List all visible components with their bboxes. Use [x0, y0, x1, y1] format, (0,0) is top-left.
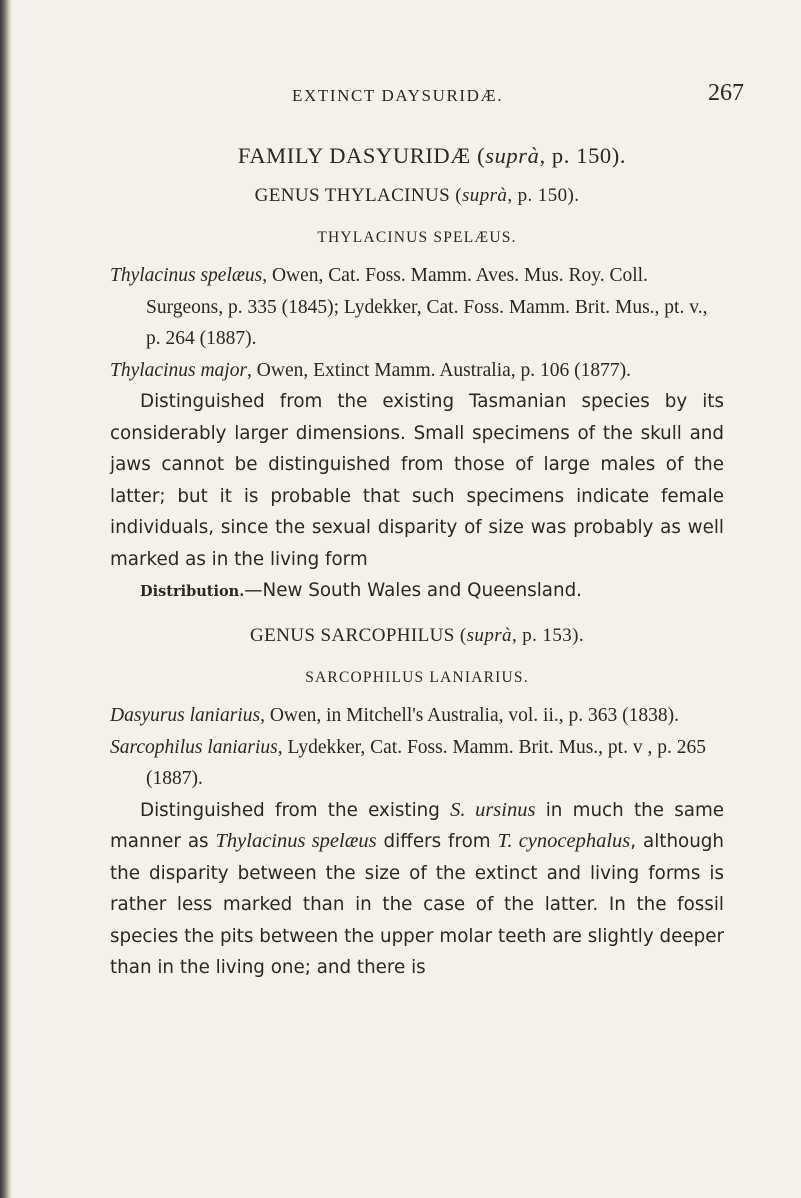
synonym-citation: , Lydekker, Cat. Foss. Mamm. Brit. Mus., pt. v , p. 265 (1887).: [146, 736, 706, 789]
genus-ref-italic: suprà: [466, 625, 512, 646]
running-title: EXTINCT DAYSURIDÆ.: [292, 86, 504, 105]
description-paragraph: [110, 795, 724, 984]
synonym-citation: , Owen, Extinct Mamm. Australia, p. 106 (1877).: [247, 359, 632, 381]
paragraph-text: in much the same manner as: [110, 799, 724, 852]
text-block: [110, 136, 724, 984]
genus-name: GENUS SARCOPHILUS: [249, 625, 455, 646]
synonym-entry: [110, 700, 724, 732]
paragraph-text: differs from: [376, 831, 498, 852]
synonym-citation: , Owen, in Mitchell's Australia, vol. ii., p. 363 (1838).: [260, 705, 679, 726]
genus-ref: , p. 150).: [507, 185, 580, 206]
species-italic: T. cynocephalus: [497, 830, 631, 852]
page-number: 267: [708, 80, 744, 106]
description-paragraph: Distinguished from the existing Tasmanian species by its considerably larger dimensions. Small specimens of the skull and jaws cannot be distinguished from those of large males of the latter; but it is probable that such specimens indicate female individuals, since the sexual disparity of size was probably as well marked as in the living form: [110, 391, 724, 570]
synonym-name: Thylacinus major: [110, 359, 248, 381]
species-heading-sarcophilus: SARCOPHILUS LANIARIUS.: [305, 669, 529, 686]
family-heading: FAMILY DASYURIDÆ (suprà, p. 150).: [237, 143, 627, 168]
synonym-entry: [110, 732, 724, 795]
distribution-line: [110, 575, 724, 608]
running-head: [0, 80, 801, 110]
genus-ref-italic: suprà: [462, 185, 508, 206]
species-heading-thylacinus: THYLACINUS SPELÆUS.: [317, 229, 517, 246]
synonym-citation: , Owen, Cat. Foss. Mamm. Aves. Mus. Roy. Coll. Surgeons, p. 335 (1845); Lydekker, Cat. Foss. Mamm. Brit. Mus., pt. v., p. 264 (1887).: [146, 265, 708, 349]
species-italic: Thylacinus spelæus: [215, 830, 377, 852]
genus-heading-sarcophilus: GENUS SARCOPHILUS (suprà, p. 153).: [249, 625, 585, 646]
synonym-entry: [110, 355, 724, 387]
synonym-name: Sarcophilus laniarius: [110, 736, 278, 758]
book-spine-shadow: [0, 0, 12, 1198]
genus-name: GENUS THYLACINUS: [254, 185, 451, 206]
distribution-label: Distribution.: [140, 583, 245, 600]
paragraph-text: Distinguished from the existing: [140, 799, 451, 821]
species-italic: S. ursinus: [450, 798, 536, 821]
distribution-text: —New South Wales and Queensland.: [244, 580, 582, 601]
family-ref: , p. 150).: [539, 143, 627, 168]
genus-heading-thylacinus: GENUS THYLACINUS (suprà, p. 150).: [254, 185, 580, 206]
paragraph-text: , although the disparity between the size of the extinct and living forms is rather less marked than in the case of the latter. In the fossil species the pits between the upper molar teeth are slightly deeper than in the living one; and there is: [110, 831, 725, 978]
family-name: FAMILY DASYURIDÆ: [237, 143, 471, 168]
synonym-name: Thylacinus spelæus: [110, 265, 263, 286]
family-ref-italic: suprà: [485, 143, 540, 168]
synonym-name: Dasyurus laniarius: [110, 705, 261, 726]
genus-ref: , p. 153).: [511, 625, 585, 646]
synonym-entry: [110, 260, 724, 355]
